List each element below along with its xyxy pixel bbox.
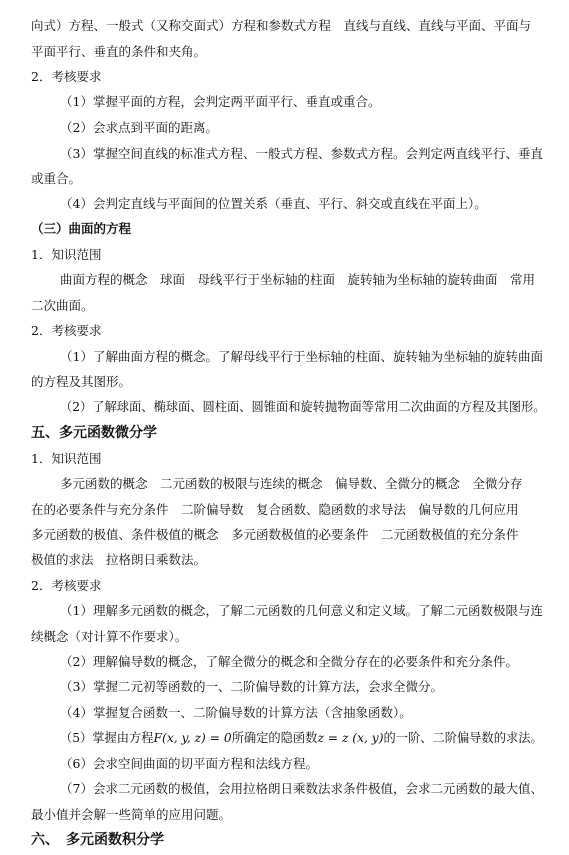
text-line: （4）会判定直线与平面间的位置关系（垂直、平行、斜交或直线在平面上）。 — [60, 196, 487, 211]
text-line: （2）了解球面、椭球面、圆柱面、圆锥面和旋转抛物面等常用二次曲面的方程及其图形。 — [60, 400, 546, 414]
text-line: 多元函数的极值、条件极值的概念 多元函数极值的必要条件 二元函数极值的充分条件 — [31, 527, 519, 542]
text-line: （1）掌握平面的方程，会判定两平面平行、垂直或重合。 — [60, 94, 381, 109]
text-line: 二次曲面。 — [31, 298, 94, 313]
text-line: 平面平行、垂直的条件和夹角。 — [31, 44, 207, 59]
section-heading: （三）曲面的方程 — [31, 221, 132, 236]
text-line: （1）理解多元函数的概念，了解二元函数的几何意义和定义域。了解二元函数极限与连 — [60, 603, 543, 618]
text-line: （7）会求二元函数的极值，会用拉格朗日乘数法求条件极值，会求二元函数的最大值、 — [60, 781, 543, 796]
subheading: 1．知识范围 — [31, 247, 102, 262]
subheading: 2．考核要求 — [31, 578, 102, 593]
subheading: 2．考核要求 — [31, 69, 102, 84]
text-line: （6）会求空间曲面的切平面方程和法线方程。 — [60, 756, 318, 771]
text-line: （2）会求点到平面的距离。 — [60, 120, 218, 135]
text-line: 或重合。 — [31, 171, 82, 186]
text-line: 最小值并会解一些简单的应用问题。 — [31, 807, 232, 822]
text-line: 向式）方程、一般式（又称交面式）方程和参数式方程 直线与直线、直线与平面、平面与 — [31, 18, 532, 33]
text-fragment: 所确定的隐函数 — [231, 731, 318, 745]
text-line: 在的必要条件与充分条件 二阶偏导数 复合函数、隐函数的求导法 偏导数的几何应用 — [31, 502, 519, 517]
chapter-heading: 六、 多元函数积分学 — [31, 832, 164, 848]
equation-z: z = z (x, y) — [317, 731, 384, 745]
text-line: 的方程及其图形。 — [31, 374, 132, 389]
formula-line — [60, 728, 543, 748]
text-fragment: 的一阶、二阶偏导数的求法。 — [383, 731, 543, 745]
text-line: 曲面方程的概念 球面 母线平行于坐标轴的柱面 旋转轴为坐标轴的旋转曲面 常用 — [60, 272, 536, 287]
text-line: （2）理解偏导数的概念，了解全微分的概念和全微分存在的必要条件和充分条件。 — [60, 654, 518, 669]
text-line: （3）掌握空间直线的标准式方程、一般式方程、参数式方程。会判定两直线平行、垂直 — [60, 146, 543, 161]
text-line: （1）了解曲面方程的概念。了解母线平行于坐标轴的柱面、旋转轴为坐标轴的旋转曲面 — [60, 349, 543, 364]
chapter-heading: 五、多元函数微分学 — [31, 425, 157, 441]
text-line: （3）掌握二元初等函数的一、二阶偏导数的计算方法，会求全微分。 — [60, 679, 443, 694]
text-line: 多元函数的概念 二元函数的极限与连续的概念 偏导数、全微分的概念 全微分存 — [60, 476, 523, 491]
text-line: 续概念（对计算不作要求）。 — [31, 629, 188, 644]
text-line: 极值的求法 拉格朗日乘数法。 — [31, 552, 207, 567]
subheading: 1．知识范围 — [31, 451, 102, 466]
subheading: 2．考核要求 — [31, 323, 102, 338]
text-line: （4）掌握复合函数一、二阶偏导数的计算方法（含抽象函数）。 — [60, 705, 412, 720]
text-fragment: （5）掌握由方程 — [60, 731, 154, 745]
equation-f: F(x, y, z) = 0 — [153, 731, 232, 745]
